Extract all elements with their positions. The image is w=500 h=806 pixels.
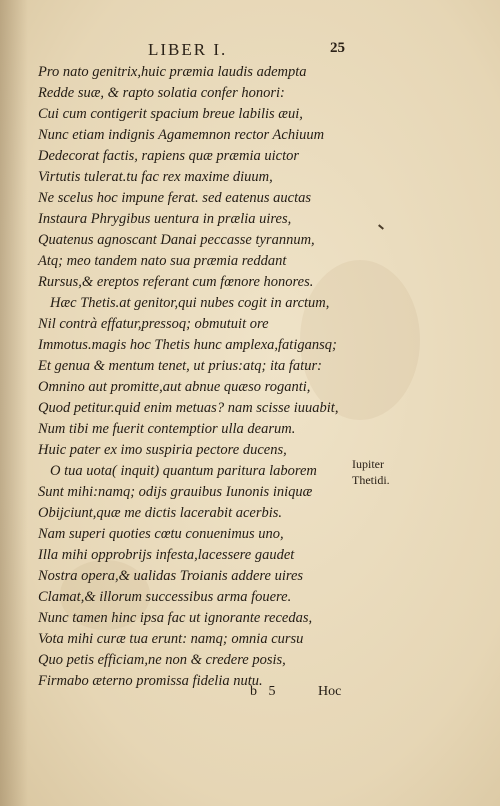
verse-line: Nunc tamen hinc ipsa fac ut ignorante recedas, <box>38 610 313 626</box>
catchword: Hoc <box>318 684 342 699</box>
verse-line: Et genua & mentum tenet, ut prius:atq; ita fatur: <box>38 358 322 374</box>
verse-line: Nam superi quoties cœtu conuenimus uno, <box>38 526 284 542</box>
verse-line: Rursus,& ereptos referant cum fœnore honores. <box>38 274 314 290</box>
verse-line: Nunc etiam indignis Agamemnon rector Achiuum <box>38 127 325 143</box>
verse-line: Obijciunt,quæ me dictis lacerabit acerbis. <box>38 505 283 521</box>
verse-line: Huic pater ex imo suspiria pectore ducens, <box>38 442 287 458</box>
verse-line: Quod petitur.quid enim metuas? nam scisse iuuabit, <box>38 400 339 416</box>
verse-line: Omnino aut promitte,aut abnue quæso roganti, <box>38 379 311 395</box>
marginal-note-line: Thetidi. <box>352 473 390 487</box>
verse-line: Cui cum contigerit spacium breue labilis æui, <box>38 106 303 122</box>
verse-line: Dedecorat factis, rapiens quæ præmia uictor <box>38 148 299 164</box>
marginal-note <box>352 456 390 488</box>
verse-line: Pro nato genitrix,huic præmia laudis adempta <box>38 64 307 80</box>
running-head: LIBER I. <box>148 40 228 59</box>
verse-line: Clamat,& illorum successibus arma fouere. <box>38 589 292 605</box>
verse-block <box>38 62 358 692</box>
verse-line: Redde suæ, & rapto solatia confer honori: <box>38 85 285 101</box>
verse-line: O tua uota( inquit) quantum paritura laborem <box>50 463 317 479</box>
verse-line: Ne scelus hoc impune ferat. sed eatenus auctas <box>38 190 312 206</box>
verse-line: Immotus.magis hoc Thetis hunc amplexa,fatigansq; <box>38 337 337 353</box>
verse-line: Quatenus agnoscant Danai peccasse tyrannum, <box>38 232 315 248</box>
verse-line: Firmabo æterno promissa fidelia nutu. <box>38 673 263 689</box>
page-header <box>0 38 500 62</box>
verse-line: Sunt mihi:namq; odijs grauibus Iunonis iniquæ <box>38 484 313 500</box>
verse-line: Vota mihi curæ tua erunt: namq; omnia cursu <box>38 631 304 647</box>
marginal-note-line: Iupiter <box>352 457 384 471</box>
verse-line: Nostra opera,& ualidas Troianis addere uires <box>38 568 304 584</box>
margin-mark <box>378 224 384 229</box>
verse-line: Illa mihi opprobrijs infesta,lacessere gaudet <box>38 547 295 563</box>
verse-line: Instaura Phrygibus uentura in prælia uires, <box>38 211 292 227</box>
folio-number: 25 <box>330 40 345 56</box>
verse-line: Nil contrà effatur,pressoq; obmutuit ore <box>38 316 269 332</box>
verse-line: Hæc Thetis.at genitor,qui nubes cogit in arctum, <box>50 295 330 311</box>
verse-line: Atq; meo tandem nato sua præmia reddant <box>38 253 287 269</box>
verse-line: Num tibi me fuerit contemptior ulla dearum. <box>38 421 296 437</box>
page-footer <box>0 684 500 704</box>
signature-mark: b 5 <box>250 684 280 699</box>
verse-line: Quo petis efficiam,ne non & credere posis, <box>38 652 286 668</box>
verse-line: Virtutis tulerat.tu fac rex maxime diuum, <box>38 169 273 185</box>
